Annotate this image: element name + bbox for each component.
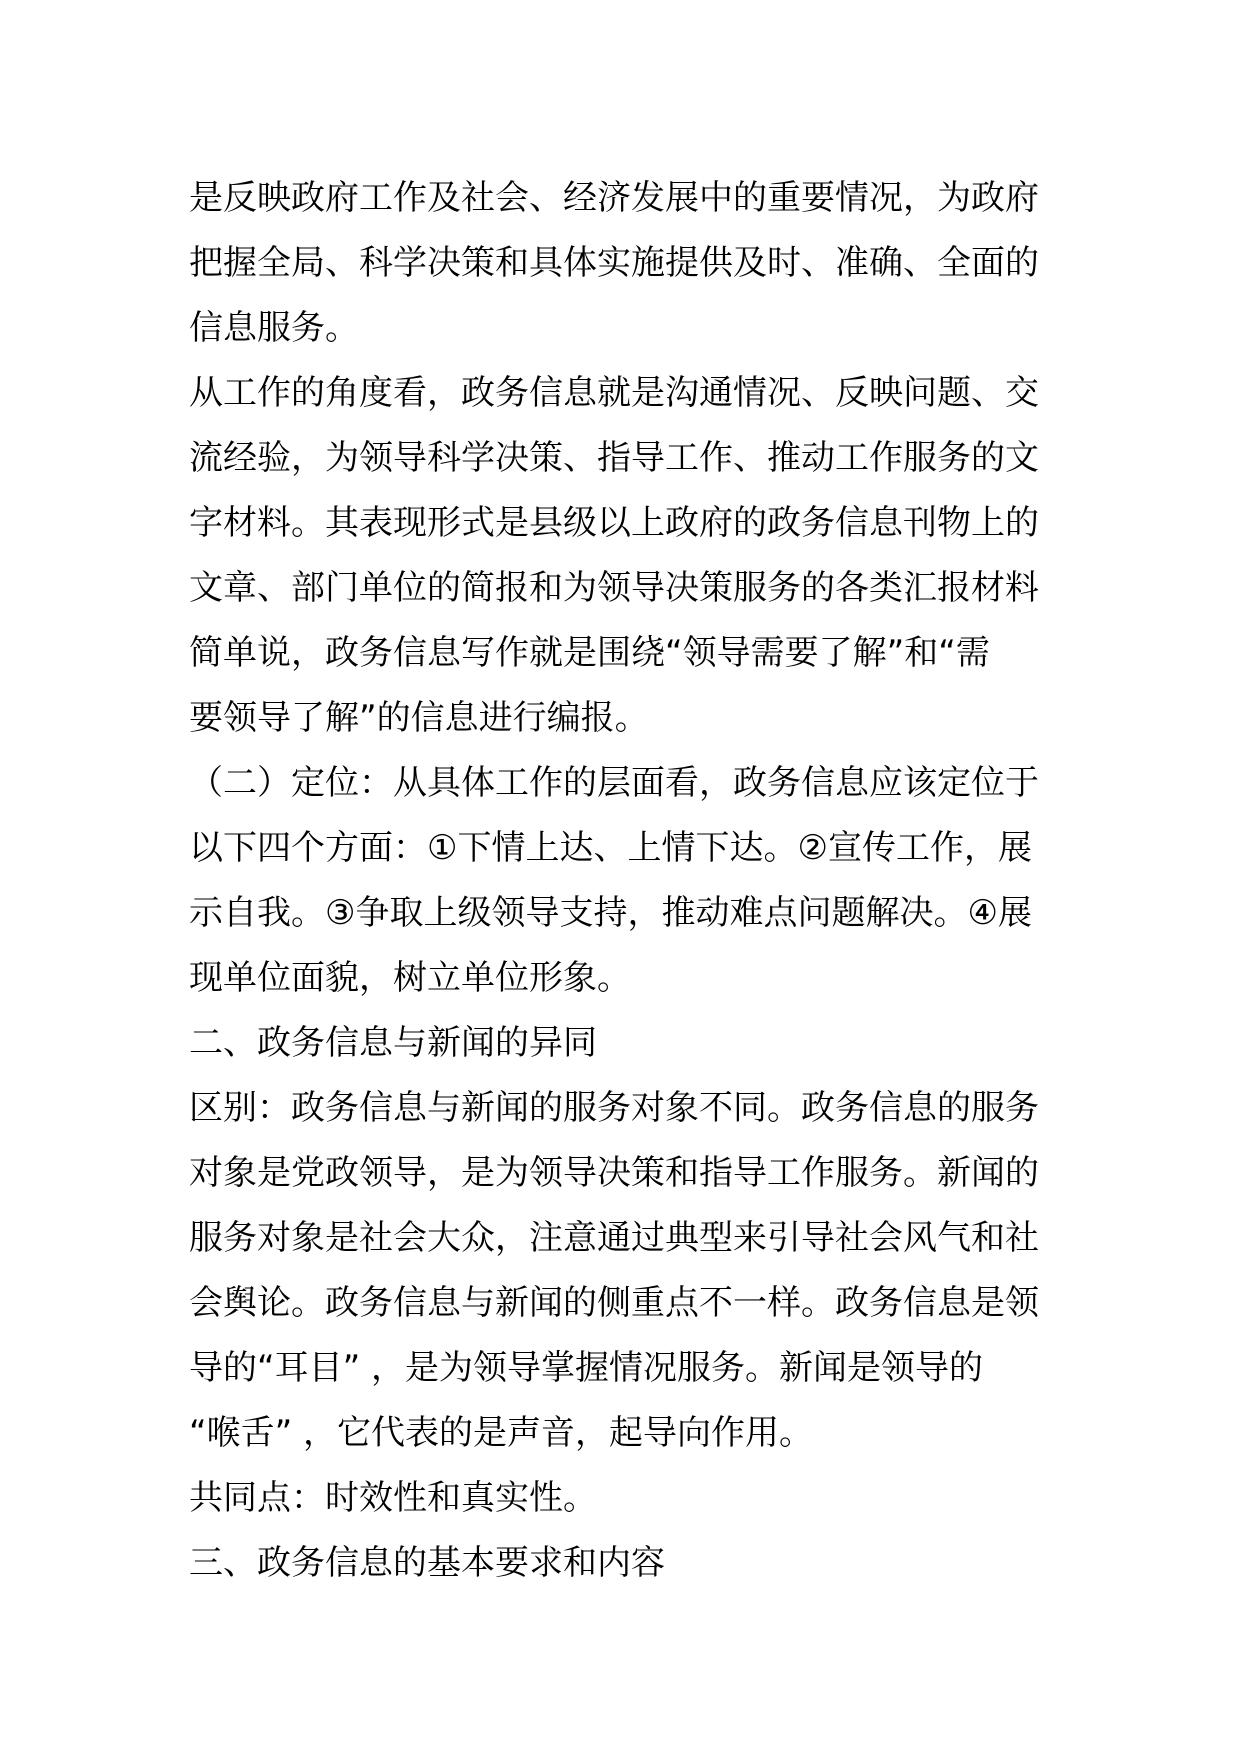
text-line: 会舆论。政务信息与新闻的侧重点不一样。政务信息是领 (189, 1283, 1039, 1323)
text-line: 从工作的角度看，政务信息就是沟通情况、反映问题、交 (189, 373, 1039, 413)
text-line: 简单说，政务信息写作就是围绕“领导需要了解”和“需 (189, 633, 990, 673)
text-line: 文章、部门单位的简报和为领导决策服务的各类汇报材料 (189, 568, 1039, 608)
text-line: 信息服务。 (189, 308, 359, 348)
section-heading: 三、政务信息的基本要求和内容 (189, 1543, 665, 1583)
text-line: “喉舌” ，它代表的是声音，起导向作用。 (189, 1413, 814, 1453)
section-heading: 二、政务信息与新闻的异同 (189, 1023, 597, 1063)
body-text (189, 166, 1054, 1596)
text-line: 字材料。其表现形式是县级以上政府的政务信息刊物上的 (189, 503, 1039, 543)
text-line: 现单位面貌，树立单位形象。 (189, 958, 631, 998)
text-line: 把握全局、科学决策和具体实施提供及时、准确、全面的 (189, 243, 1039, 283)
text-line: 示自我。③争取上级领导支持，推动难点问题解决。④展 (189, 893, 1032, 933)
text-line: 流经验，为领导科学决策、指导工作、推动工作服务的文 (189, 438, 1039, 478)
text-line: 是反映政府工作及社会、经济发展中的重要情况，为政府 (189, 178, 1039, 218)
text-line: 导的“耳目” ，是为领导掌握情况服务。新闻是领导的 (189, 1348, 984, 1388)
text-line: 以下四个方面：①下情上达、上情下达。②宣传工作，展 (189, 828, 1032, 868)
text-line: （二）定位：从具体工作的层面看，政务信息应该定位于 (189, 763, 1039, 803)
text-line: 服务对象是社会大众，注意通过典型来引导社会风气和社 (189, 1218, 1039, 1258)
text-line: 区别：政务信息与新闻的服务对象不同。政务信息的服务 (189, 1088, 1039, 1128)
text-line: 要领导了解”的信息进行编报。 (189, 698, 649, 738)
text-line: 共同点：时效性和真实性。 (189, 1478, 597, 1518)
text-line: 对象是党政领导，是为领导决策和指导工作服务。新闻的 (189, 1153, 1039, 1193)
